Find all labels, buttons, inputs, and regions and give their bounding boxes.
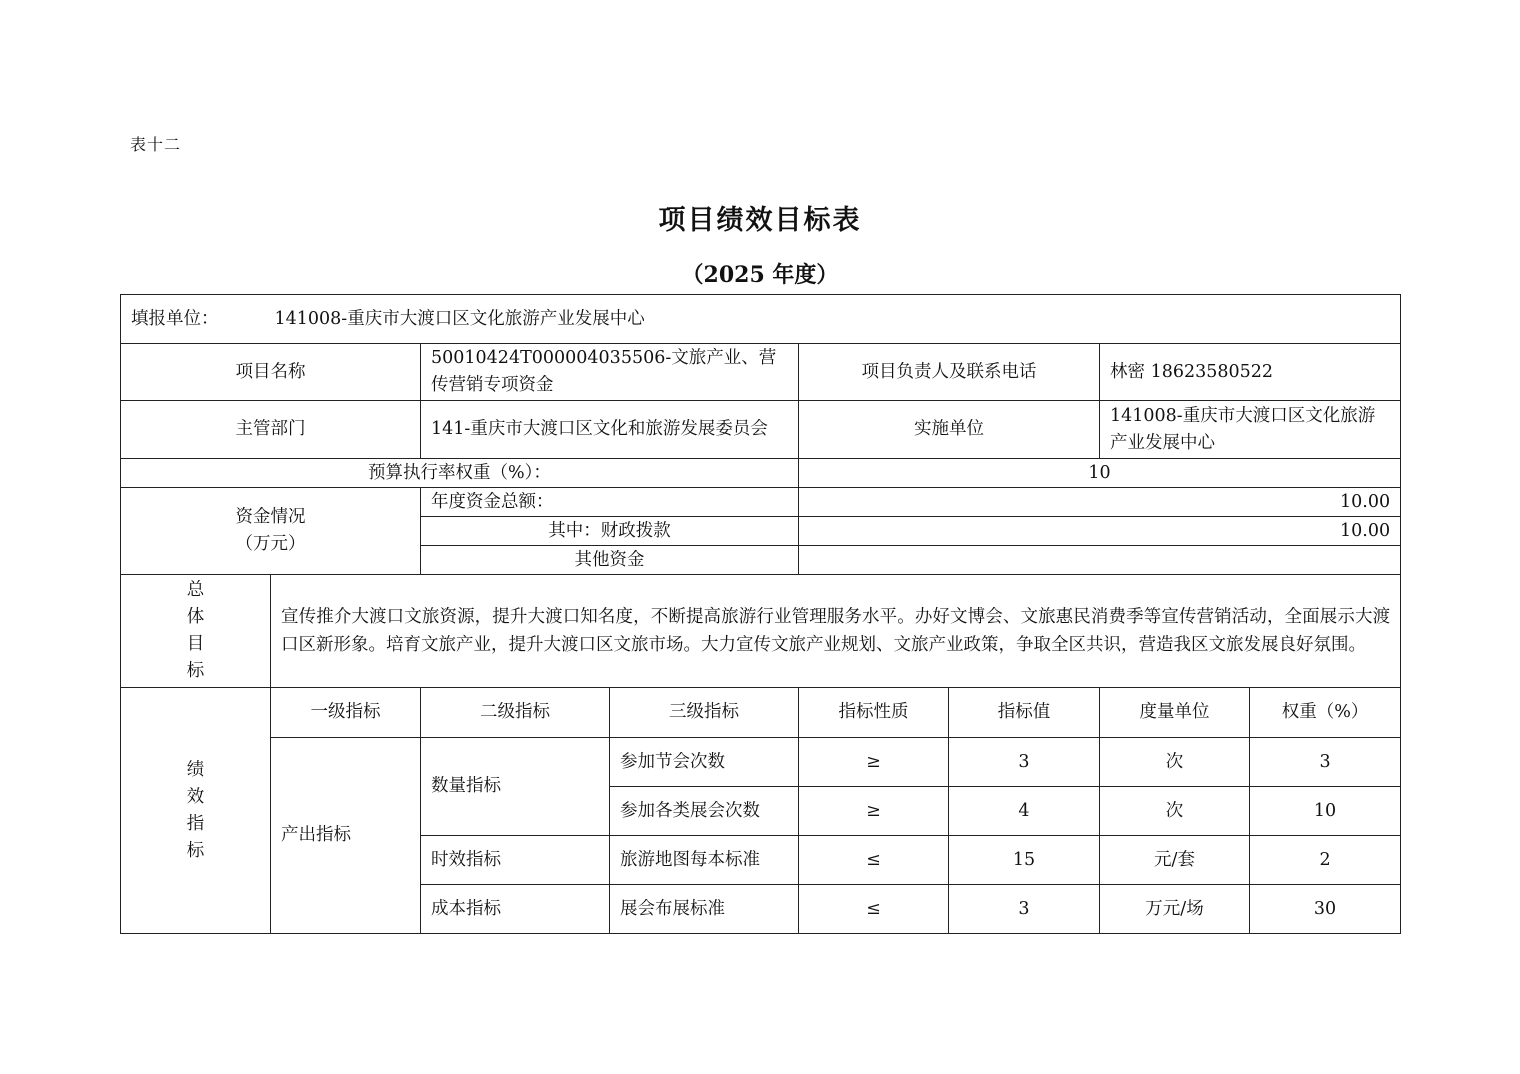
nature-cell: ≤ [799,885,949,934]
overall-goal-label [121,575,271,688]
impl-unit-label: 实施单位 [799,401,1100,459]
funds-fiscal-value: 10.00 [799,517,1401,546]
level2-cost: 成本指标 [421,885,610,934]
budget-weight-label: 预算执行率权重（%）： [121,459,799,488]
value-cell: 15 [949,836,1100,885]
level1-output: 产出指标 [271,738,421,934]
overall-goal-char: 目 [186,634,205,654]
header-nature: 指标性质 [799,688,949,738]
nature-cell: ≤ [799,836,949,885]
overall-goal-char: 总 [186,580,205,600]
row-reporting-unit [121,295,1401,344]
value-cell: 3 [949,738,1100,787]
weight-cell: 2 [1250,836,1401,885]
funds-fiscal-label: 其中：财政拨款 [421,517,799,546]
indicators-label [121,688,271,934]
budget-weight-value: 10 [799,459,1401,488]
funds-other-label: 其他资金 [421,546,799,575]
unit-cell: 次 [1100,787,1250,836]
project-name-label: 项目名称 [121,344,421,401]
level3-name: 参加各类展会次数 [610,787,799,836]
level3-name: 参加节会次数 [610,738,799,787]
dept-value: 141-重庆市大渡口区文化和旅游发展委员会 [421,401,799,459]
row-project-name [121,344,1401,401]
level3-name: 展会布展标准 [610,885,799,934]
table-label: 表十二 [130,135,182,154]
row-department [121,401,1401,459]
header-weight: 权重（%） [1250,688,1401,738]
performance-goal-table [120,294,1401,934]
reporting-unit-value: 141008-重庆市大渡口区文化旅游产业发展中心 [274,308,645,329]
unit-cell: 万元/场 [1100,885,1250,934]
header-level3: 三级指标 [610,688,799,738]
funds-label [121,488,421,575]
impl-unit-value: 141008-重庆市大渡口区文化旅游产业发展中心 [1100,401,1401,459]
level2-quantity: 数量指标 [421,738,610,836]
nature-cell: ≥ [799,787,949,836]
page-subtitle: （2025 年度） [681,262,839,288]
unit-cell: 元/套 [1100,836,1250,885]
header-value: 指标值 [949,688,1100,738]
dept-label: 主管部门 [121,401,421,459]
overall-goal-char: 体 [186,607,205,627]
level3-name: 旅游地图每本标准 [610,836,799,885]
table-row [121,738,1401,787]
overall-goal-text: 宣传推介大渡口文旅资源，提升大渡口知名度，不断提高旅游行业管理服务水平。办好文博会、文旅惠民消费季等宣传营销活动，全面展示大渡口区新形象。培育文旅产业，提升大渡口区文旅市场。大力宣传文旅产业规划、文旅产业政策，争取全区共识，营造我区文旅发展良好氛围。 [271,575,1401,688]
header-unit: 度量单位 [1100,688,1250,738]
header-level1: 一级指标 [271,688,421,738]
funds-total-value: 10.00 [799,488,1401,517]
indicators-label-char: 效 [186,786,205,807]
contact-value: 林密 18623580522 [1100,344,1401,401]
contact-label: 项目负责人及联系电话 [799,344,1100,401]
weight-cell: 10 [1250,787,1401,836]
funds-other-value [799,546,1401,575]
page-title: 项目绩效目标表 [658,205,862,236]
indicators-label-char: 绩 [186,759,205,780]
indicators-label-char: 指 [186,813,205,834]
weight-cell: 30 [1250,885,1401,934]
reporting-unit-cell [121,295,1401,344]
indicator-header-row [121,688,1401,738]
row-funds-total [121,488,1401,517]
unit-cell: 次 [1100,738,1250,787]
funds-label-line1: 资金情况 [235,507,306,527]
project-name-value: 50010424T000004035506-文旅产业、营传营销专项资金 [421,344,799,401]
indicators-label-char: 标 [186,840,205,861]
header-level2: 二级指标 [421,688,610,738]
value-cell: 4 [949,787,1100,836]
level2-timeliness: 时效指标 [421,836,610,885]
reporting-unit-label: 填报单位： [131,308,219,329]
funds-total-label: 年度资金总额： [421,488,799,517]
row-overall-goal [121,575,1401,688]
weight-cell: 3 [1250,738,1401,787]
nature-cell: ≥ [799,738,949,787]
funds-label-line2: （万元） [235,534,306,554]
overall-goal-char: 标 [186,661,205,681]
value-cell: 3 [949,885,1100,934]
row-budget-weight [121,459,1401,488]
